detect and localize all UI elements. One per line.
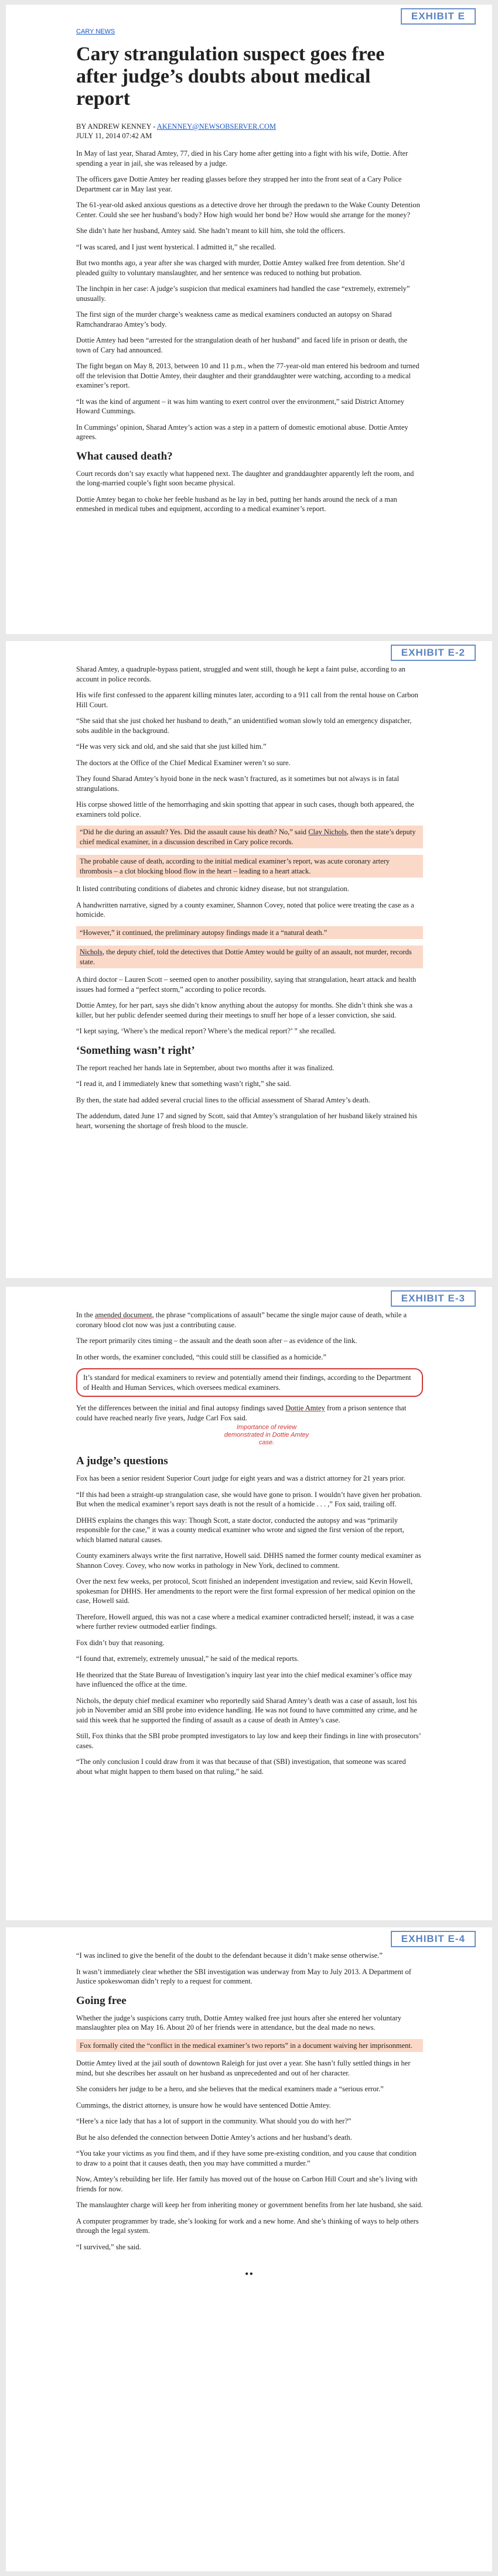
paragraph: Dottie Amtey, for her part, says she didn’t know anything about the autopsy for months. She didn’t think she was a killer, but her public defender seemed during their meetings to snuff her hope of a lesser conviction, she said. xyxy=(76,1001,412,1019)
paragraph: Court records don’t say exactly what happened next. The daughter and granddaughter apparently left the room, and the long-married couple’s fight soon became physical. xyxy=(76,469,414,487)
exhibit-page-e xyxy=(6,5,492,634)
byline-author: BY ANDREW KENNEY - xyxy=(76,122,157,131)
paragraph: Fox didn’t buy that reasoning. xyxy=(76,1638,165,1647)
paragraph: Over the next few weeks, per protocol, Scott finished an independent investigation and review, said Kevin Howell, spokesman for DHHS. Her amendments to the report were the first formal expression of her medical opinion on the case, Howell said. xyxy=(76,1577,415,1605)
paragraph: But he also defended the connection between Dottie Amtey’s actions and her husband’s death. xyxy=(76,2133,352,2142)
highlighted-paragraph xyxy=(76,825,423,848)
paragraph: A handwritten narrative, signed by a county examiner, Shannon Covey, noted that police were treating the case as a homicide. xyxy=(76,900,414,919)
exhibit-page-e4 xyxy=(6,1927,492,2571)
boxed-paragraph: It’s standard for medical examiners to review and potentially amend their findings, according to the Department of Health and Human Services, which oversees medical examiners. xyxy=(76,1368,423,1397)
section-heading: ‘Something wasn’t right’ xyxy=(76,1044,195,1057)
section-heading: Going free xyxy=(76,1994,127,2007)
paragraph: His wife first confessed to the apparent killing minutes later, according to a 911 call from the rental house on Carbon Hill Court. xyxy=(76,691,418,709)
dateline: JULY 11, 2014 07:42 AM xyxy=(76,132,152,140)
quote-text: , then the state’s deputy chief medical examiner, in a discussion described in Cary police records. xyxy=(80,828,416,846)
quote-text: “Did he die during an assault? Yes. Did the assault cause his death? No,” said xyxy=(80,828,309,836)
paragraph: “I survived,” she said. xyxy=(76,2242,141,2251)
highlighted-paragraph: “However,” it continued, the preliminary autopsy findings made it a “natural death.” xyxy=(76,926,423,940)
highlighted-paragraph xyxy=(76,946,423,968)
handwritten-annotation: Importance of review demonstrated in Dottie Amtey case. xyxy=(224,1424,309,1446)
exhibit-label: EXHIBIT E-3 xyxy=(391,1290,476,1307)
paragraph: Cummings, the district attorney, is unsure how he would have sentenced Dottie Amtey. xyxy=(76,2101,331,2109)
paragraph xyxy=(76,1403,423,1423)
highlighted-paragraph: The probable cause of death, according to the initial medical examiner’s report, was acute coronary artery thrombosis – a clot blocking blood flow in the heart – leading to a heart attack. xyxy=(76,855,423,878)
paragraph: It wasn’t immediately clear whether the SBI investigation was underway from May to July 2013. A Department of Justice spokeswoman didn’t reply to a request for comment. xyxy=(76,1967,411,1985)
paragraph: The linchpin in her case: A judge’s suspicion that medical examiners had handled the case “extremely, extremely” unusually. xyxy=(76,285,410,303)
paragraph: He theorized that the State Bureau of Investigation’s inquiry last year into the chief medical examiner’s office may have influenced the office at the time. xyxy=(76,1670,412,1688)
underlined-name: Clay Nichols xyxy=(308,828,347,836)
paragraph: “Here’s a nice lady that has a lot of support in the community. What should you do with her?” xyxy=(76,2117,352,2125)
underlined-phrase: amended document xyxy=(94,1311,152,1319)
paragraph-text: , the phrase “complications of assault” became the single major cause of death, while a coronary blood clot now was just a contributing cause. xyxy=(76,1311,407,1329)
paragraph: In other words, the examiner concluded, “this could still be classified as a homicide.” xyxy=(76,1352,326,1361)
paragraph: “She said that she just choked her husband to death,” an unidentified woman slowly told an emergency dispatcher, sobs audible in the background. xyxy=(76,717,412,735)
paragraph: The fight began on May 8, 2013, between 10 and 11 p.m., when the 77-year-old man entered his bedroom and turned off the television that Dottie Amtey, their daughter and their granddaughter were watching, according to a medical examiner’s report. xyxy=(76,362,419,389)
paragraph: Fox has been a senior resident Superior Court judge for eight years and was a district attorney for 21 years prior. xyxy=(76,1474,405,1482)
paragraph: The 61-year-old asked anxious questions as a detective drove her through the predawn to the Wake County Detention Center. Could she see her husband’s body? How high would her bond be? How would she arrange for the money? xyxy=(76,201,420,219)
section-heading: A judge’s questions xyxy=(76,1455,168,1467)
paragraph: “If this had been a straight-up strangulation case, she would have gone to prison. I wouldn’t have given her probation. But when the medical examiner’s report says death is not the result of a homicide . . . ,” Fox said, trailing off. xyxy=(76,1490,422,1508)
paragraph: A computer programmer by trade, she’s looking for work and a new home. And she’s thinking of ways to help others through the legal system. xyxy=(76,2217,419,2235)
exhibit-label: EXHIBIT E xyxy=(401,8,476,25)
paragraph: Still, Fox thinks that the SBI probe prompted investigators to lay low and keep their findings in line with prosecutors’ cases. xyxy=(76,1732,421,1750)
exhibit-page-e2 xyxy=(6,641,492,1278)
paragraph: Nichols, the deputy chief medical examiner who reportedly said Sharad Amtey’s death was a case of assault, lost his job in November amid an SBI probe into evidence handling. He was not found to have committed any crime, and he said this week that he supported the finding of assault as a cause of death in Amtey’s case. xyxy=(76,1696,417,1724)
paragraph: She considers her judge to be a hero, and she believes that the medical examiners made a “serious error.” xyxy=(76,2085,384,2093)
paragraph: In Cummings’ opinion, Sharad Amtey’s action was a step in a pattern of domestic emotional abuse. Dottie Amtey agrees. xyxy=(76,423,408,441)
section-link[interactable]: CARY NEWS xyxy=(76,28,115,35)
paragraph: But two months ago, a year after she was charged with murder, Dottie Amtey walked free from detention. She’d pleaded guilty to voluntary manslaughter, and her sentence was reduced to nothing but probation. xyxy=(76,259,405,277)
paragraph: Dottie Amtey lived at the jail south of downtown Raleigh for just over a year. She hasn’t fully settled things in her mind, but she describes her assault on her husband as unprecedented and out of her character. xyxy=(76,2059,411,2077)
underlined-name: Dottie Amtey xyxy=(285,1404,325,1412)
paragraph: Dottie Amtey had been “arrested for the strangulation death of her husband” and faced life in prison or death, the town of Cary had announced. xyxy=(76,336,408,354)
paragraph: The report reached her hands late in September, about two months after it was finalized. xyxy=(76,1063,335,1072)
paragraph: The manslaughter charge will keep her from inheriting money or government benefits from her late husband, she said. xyxy=(76,2201,423,2209)
underlined-name: Nichols xyxy=(80,948,103,956)
paragraph: “I read it, and I immediately knew that something wasn’t right,” she said. xyxy=(76,1080,291,1088)
byline-email-link[interactable]: AKENNEY@NEWSOBSERVER.COM xyxy=(156,122,276,131)
paragraph: His corpse showed little of the hemorrhaging and skin spotting that appear in such cases, though both appeared, the examiners told police. xyxy=(76,800,414,818)
end-of-article-mark: •• xyxy=(245,2269,254,2279)
paragraph: Therefore, Howell argued, this was not a case where a medical examiner contradicted herself; instead, it was a case where further review outmoded earlier findings. xyxy=(76,1612,414,1630)
exhibit-page-e3 xyxy=(6,1287,492,1920)
paragraph: In May of last year, Sharad Amtey, 77, died in his Cary home after getting into a fight with his wife, Dottie. After spending a year in jail, she was released by a judge. xyxy=(76,149,408,167)
article-headline: Cary strangulation suspect goes free after judge’s doubts about medical report xyxy=(76,43,385,109)
paragraph: “I found that, extremely, extremely unusual,” he said of the medical reports. xyxy=(76,1654,299,1663)
paragraph: “I was inclined to give the benefit of the doubt to the defendant because it didn’t make sense otherwise.” xyxy=(76,1951,383,1960)
highlighted-paragraph: Fox formally cited the “conflict in the medical examiner’s two reports” in a document waiving her imprisonment. xyxy=(76,2039,423,2053)
paragraph: Dottie Amtey began to choke her feeble husband as he lay in bed, putting her hands around the neck of a man enmeshed in medical tubes and equipment, according to a medical examiner’s report. xyxy=(76,495,397,513)
paragraph-text: , the deputy chief, told the detectives that Dottie Amtey would be guilty of an assault, not murder, records state. xyxy=(80,948,412,966)
paragraph-text: from a prison sentence that could have reached nearly five years, Judge Carl Fox said. xyxy=(76,1404,407,1422)
paragraph: The doctors at the Office of the Chief Medical Examiner weren’t so sure. xyxy=(76,758,291,767)
paragraph: By then, the state had added several crucial lines to the official assessment of Sharad Amtey’s death. xyxy=(76,1095,370,1104)
paragraph: Sharad Amtey, a quadruple-bypass patient, struggled and went still, though he kept a faint pulse, according to an account in police records. xyxy=(76,665,405,683)
paragraph: “I was scared, and I just went hysterical. I admitted it,” she recalled. xyxy=(76,242,276,251)
paragraph xyxy=(76,1310,423,1330)
exhibit-label: EXHIBIT E-2 xyxy=(391,645,476,661)
paragraph: They found Sharad Amtey’s hyoid bone in the neck wasn’t fractured, as it sometimes but not always is in fatal strangulations. xyxy=(76,775,400,793)
paragraph: A third doctor – Lauren Scott – seemed open to another possibility, saying that strangulation, heart attack and health issues had formed a “perfect storm,” according to police records. xyxy=(76,975,417,994)
paragraph-text: Yet the differences between the initial and final autopsy findings saved xyxy=(76,1404,286,1412)
paragraph: “You take your victims as you find them, and if they have some pre-existing condition, and you cause that condition to draw to a point that it causes death, then you may have committed a murder.” xyxy=(76,2149,417,2167)
paragraph: It listed contributing conditions of diabetes and chronic kidney disease, but not strangulation. xyxy=(76,885,349,893)
paragraph-text: In the xyxy=(76,1311,95,1319)
section-heading: What caused death? xyxy=(76,450,173,463)
exhibit-label: EXHIBIT E-4 xyxy=(391,1931,476,1947)
byline xyxy=(76,122,423,131)
paragraph: The report primarily cites timing – the assault and the death soon after – as evidence of the link. xyxy=(76,1337,357,1345)
paragraph: The addendum, dated June 17 and signed by Scott, said that Amtey’s strangulation of her husband likely strained his heart, worsening the shortage of fresh blood to the muscle. xyxy=(76,1112,417,1130)
paragraph: DHHS explains the changes this way: Though Scott, a state doctor, conducted the autopsy and was “primarily responsible for the case,” it was a county medical examiner who wrote and signed the first version of the report, which blamed natural causes. xyxy=(76,1516,404,1544)
paragraph: Now, Amtey’s rebuilding her life. Her family has moved out of the house on Carbon Hill Court and she’s living with friends for now. xyxy=(76,2175,418,2193)
paragraph: County examiners always write the first narrative, Howell said. DHHS named the former county medical examiner as Shannon Covey. Covey, who now works in pathology in New York, declined to comment. xyxy=(76,1551,421,1570)
paragraph: “He was very sick and old, and she said that she just killed him.” xyxy=(76,742,267,751)
paragraph: “I kept saying, ‘Where’s the medical report? Where’s the medical report?’ ” she recalled. xyxy=(76,1027,336,1035)
paragraph: “It was the kind of argument – it was him wanting to exert control over the environment,” said District Attorney Howard Cummings. xyxy=(76,397,405,415)
paragraph: The officers gave Dottie Amtey her reading glasses before they strapped her into the front seat of a Cary Police Department car in May last year. xyxy=(76,175,402,193)
paragraph: Whether the judge’s suspicions carry truth, Dottie Amtey walked free just hours after she entered her voluntary manslaughter plea on May 16. About 20 of her friends were in attendance, but the deal made no news. xyxy=(76,2013,402,2032)
paragraph: She didn’t hate her husband, Amtey said. She hadn’t meant to kill him, she told the officers. xyxy=(76,227,345,235)
paragraph: “The only conclusion I could draw from it was that because of that (SBI) investigation, that someone was scared about what might happen to them based on that ruling,” he said. xyxy=(76,1758,406,1776)
paragraph: The first sign of the murder charge’s weakness came as medical examiners conducted an autopsy on Sharad Ramchandrarao Amtey’s body. xyxy=(76,310,392,328)
